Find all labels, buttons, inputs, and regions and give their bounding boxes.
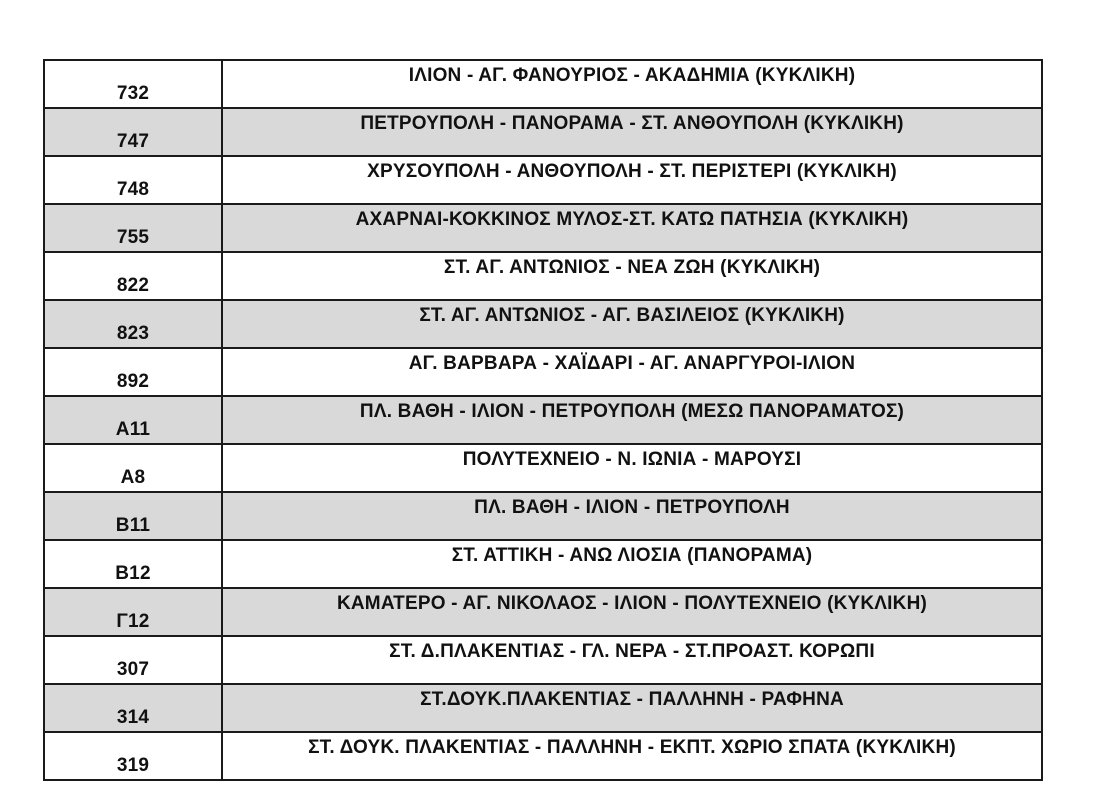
route-description-cell: ΠΛ. ΒΑΘΗ - ΙΛΙΟΝ - ΠΕΤΡΟΥΠΟΛΗ (ΜΕΣΩ ΠΑΝΟΡΑΜΑΤΟΣ) [222, 396, 1042, 444]
route-code-cell: 892 [44, 348, 222, 396]
route-description-cell: ΣΤ. ΑΓ. ΑΝΤΩΝΙΟΣ - ΝΕΑ ΖΩΗ (ΚΥΚΛΙΚΗ) [222, 252, 1042, 300]
route-table [43, 59, 1043, 781]
route-description-cell: ΚΑΜΑΤΕΡΟ - ΑΓ. ΝΙΚΟΛΑΟΣ - ΙΛΙΟΝ - ΠΟΛΥΤΕΧΝΕΙΟ (ΚΥΚΛΙΚΗ) [222, 588, 1042, 636]
table-row [44, 60, 1042, 108]
route-description-cell: ΑΓ. ΒΑΡΒΑΡΑ - ΧΑΪΔΑΡΙ - ΑΓ. ΑΝΑΡΓΥΡΟΙ-ΙΛΙΟΝ [222, 348, 1042, 396]
route-code-cell: 822 [44, 252, 222, 300]
table-row [44, 636, 1042, 684]
route-table-body [44, 60, 1042, 780]
route-code-cell: Α11 [44, 396, 222, 444]
route-description-cell: ΣΤ. ΑΤΤΙΚΗ - ΑΝΩ ΛΙΟΣΙΑ (ΠΑΝΟΡΑΜΑ) [222, 540, 1042, 588]
table-row [44, 252, 1042, 300]
route-description-cell: ΣΤ. ΑΓ. ΑΝΤΩΝΙΟΣ - ΑΓ. ΒΑΣΙΛΕΙΟΣ (ΚΥΚΛΙΚΗ) [222, 300, 1042, 348]
route-description-cell: ΣΤ. ΔΟΥΚ. ΠΛΑΚΕΝΤΙΑΣ - ΠΑΛΛΗΝΗ - ΕΚΠΤ. ΧΩΡΙΟ ΣΠΑΤΑ (ΚΥΚΛΙΚΗ) [222, 732, 1042, 780]
route-description-cell: ΠΕΤΡΟΥΠΟΛΗ - ΠΑΝΟΡΑΜΑ - ΣΤ. ΑΝΘΟΥΠΟΛΗ (ΚΥΚΛΙΚΗ) [222, 108, 1042, 156]
route-description-cell: ΣΤ.ΔΟΥΚ.ΠΛΑΚΕΝΤΙΑΣ - ΠΑΛΛΗΝΗ - ΡΑΦΗΝΑ [222, 684, 1042, 732]
table-row [44, 396, 1042, 444]
table-row [44, 684, 1042, 732]
table-row [44, 732, 1042, 780]
route-description-cell: ΠΟΛΥΤΕΧΝΕΙΟ - Ν. ΙΩΝΙΑ - ΜΑΡΟΥΣΙ [222, 444, 1042, 492]
table-row [44, 444, 1042, 492]
table-row [44, 348, 1042, 396]
route-code-cell: 319 [44, 732, 222, 780]
route-description-cell: ΠΛ. ΒΑΘΗ - ΙΛΙΟΝ - ΠΕΤΡΟΥΠΟΛΗ [222, 492, 1042, 540]
table-row [44, 300, 1042, 348]
table-row [44, 108, 1042, 156]
route-code-cell: 747 [44, 108, 222, 156]
route-code-cell: Α8 [44, 444, 222, 492]
route-code-cell: Γ12 [44, 588, 222, 636]
table-row [44, 156, 1042, 204]
table-row [44, 540, 1042, 588]
route-code-cell: 307 [44, 636, 222, 684]
table-row [44, 492, 1042, 540]
route-code-cell: 823 [44, 300, 222, 348]
route-description-cell: ΣΤ. Δ.ΠΛΑΚΕΝΤΙΑΣ - ΓΛ. ΝΕΡΑ - ΣΤ.ΠΡΟΑΣΤ. ΚΟΡΩΠΙ [222, 636, 1042, 684]
table-row [44, 588, 1042, 636]
route-description-cell: ΧΡΥΣΟΥΠΟΛΗ - ΑΝΘΟΥΠΟΛΗ - ΣΤ. ΠΕΡΙΣΤΕΡΙ (ΚΥΚΛΙΚΗ) [222, 156, 1042, 204]
route-code-cell: 314 [44, 684, 222, 732]
route-code-cell: Β11 [44, 492, 222, 540]
route-code-cell: 748 [44, 156, 222, 204]
route-code-cell: 755 [44, 204, 222, 252]
route-code-cell: 732 [44, 60, 222, 108]
route-description-cell: ΑΧΑΡΝΑΙ-ΚΟΚΚΙΝΟΣ ΜΥΛΟΣ-ΣΤ. ΚΑΤΩ ΠΑΤΗΣΙΑ (ΚΥΚΛΙΚΗ) [222, 204, 1042, 252]
table-row [44, 204, 1042, 252]
route-description-cell: ΙΛΙΟΝ - ΑΓ. ΦΑΝΟΥΡΙΟΣ - ΑΚΑΔΗΜΙΑ (ΚΥΚΛΙΚΗ) [222, 60, 1042, 108]
route-code-cell: Β12 [44, 540, 222, 588]
